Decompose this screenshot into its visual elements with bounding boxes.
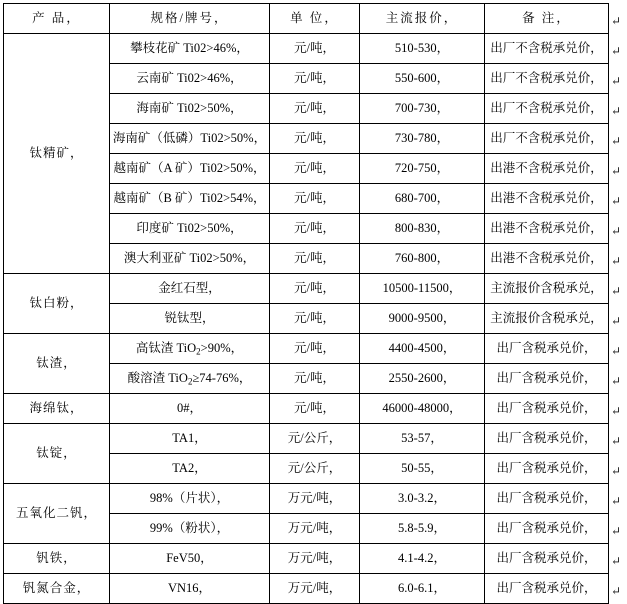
table-row [4, 544, 609, 574]
table-row [4, 484, 609, 514]
unit-cell: 元/吨， [270, 214, 360, 244]
note-cell: 主流报价含税承兑， [485, 274, 609, 304]
paragraph-marks [611, 3, 625, 598]
paragraph-mark: ↵ [611, 43, 622, 58]
price-cell: 760-800， [360, 244, 485, 274]
price-cell: 10500-11500， [360, 274, 485, 304]
unit-cell: 元/吨， [270, 304, 360, 334]
header-cell-2: 单 位， [270, 4, 360, 34]
price-cell: 730-780， [360, 124, 485, 154]
category-cell-7: 钒氮合金， [4, 574, 110, 604]
price-cell: 720-750， [360, 154, 485, 184]
table-row [4, 274, 609, 304]
note-cell: 出港不含税承兑价， [485, 184, 609, 214]
note-cell: 出厂含税承兑价， [485, 514, 609, 544]
note-cell: 出厂含税承兑价， [485, 364, 609, 394]
spec-cell: FeV50， [110, 544, 270, 574]
price-cell: 53-57， [360, 424, 485, 454]
note-cell: 出厂不含税承兑价， [485, 94, 609, 124]
spec-cell: 云南矿 Ti02>46%， [110, 64, 270, 94]
price-cell: 50-55， [360, 454, 485, 484]
unit-cell: 万元/吨， [270, 544, 360, 574]
header-cell-1: 规格/牌号， [110, 4, 270, 34]
note-cell: 出厂不含税承兑价， [485, 34, 609, 64]
table-header-row [4, 4, 609, 34]
price-cell: 4.1-4.2， [360, 544, 485, 574]
price-cell: 6.0-6.1， [360, 574, 485, 604]
table-row [4, 394, 609, 424]
price-cell: 510-530， [360, 34, 485, 64]
note-cell: 出港不含税承兑价， [485, 154, 609, 184]
spec-cell: 0#， [110, 394, 270, 424]
unit-cell: 元/公斤， [270, 454, 360, 484]
table-row [4, 34, 609, 64]
paragraph-mark: ↵ [611, 343, 622, 358]
paragraph-mark: ↵ [611, 13, 622, 28]
category-cell-2: 钛渣， [4, 334, 110, 394]
unit-cell: 元/吨， [270, 184, 360, 214]
spec-cell: 越南矿（B 矿）Ti02>54%， [110, 184, 270, 214]
note-cell: 出厂不含税承兑价， [485, 64, 609, 94]
note-cell: 出厂含税承兑价， [485, 484, 609, 514]
category-cell-3: 海绵钛， [4, 394, 110, 424]
unit-cell: 元/吨， [270, 274, 360, 304]
note-cell: 出厂含税承兑价， [485, 454, 609, 484]
unit-cell: 元/吨， [270, 244, 360, 274]
paragraph-mark: ↵ [611, 133, 622, 148]
table-body [4, 4, 609, 604]
note-cell: 出厂含税承兑价， [485, 574, 609, 604]
spec-cell: 海南矿（低磷）Ti02>50%， [110, 124, 270, 154]
note-cell: 出港不含税承兑价， [485, 244, 609, 274]
paragraph-mark: ↵ [611, 223, 622, 238]
spec-cell: TA2， [110, 454, 270, 484]
paragraph-mark: ↵ [611, 193, 622, 208]
paragraph-mark: ↵ [611, 403, 622, 418]
note-cell: 出厂含税承兑价， [485, 544, 609, 574]
category-cell-5: 五氧化二钒， [4, 484, 110, 544]
paragraph-mark: ↵ [611, 523, 622, 538]
spec-cell: 海南矿 Ti02>50%， [110, 94, 270, 124]
paragraph-mark: ↵ [611, 73, 622, 88]
spec-cell: 金红石型， [110, 274, 270, 304]
spec-cell: 澳大利亚矿 Ti02>50%， [110, 244, 270, 274]
price-cell: 9000-9500， [360, 304, 485, 334]
unit-cell: 万元/吨， [270, 484, 360, 514]
paragraph-mark: ↵ [611, 253, 622, 268]
note-cell: 出厂不含税承兑价， [485, 124, 609, 154]
price-cell: 4400-4500， [360, 334, 485, 364]
paragraph-mark: ↵ [611, 373, 622, 388]
category-cell-6: 钒铁， [4, 544, 110, 574]
note-cell: 出厂含税承兑价， [485, 334, 609, 364]
unit-cell: 元/吨， [270, 34, 360, 64]
paragraph-mark: ↵ [611, 103, 622, 118]
spec-cell: VN16， [110, 574, 270, 604]
unit-cell: 万元/吨， [270, 514, 360, 544]
price-cell: 550-600， [360, 64, 485, 94]
spec-cell: 高钛渣 TiO$_2$>90%， [110, 334, 270, 364]
paragraph-mark: ↵ [611, 493, 622, 508]
category-cell-1: 钛白粉， [4, 274, 110, 334]
paragraph-mark: ↵ [611, 433, 622, 448]
note-cell: 出厂含税承兑价， [485, 424, 609, 454]
spec-cell: 99%（粉状）， [110, 514, 270, 544]
category-cell-0: 钛精矿， [4, 34, 110, 274]
price-cell: 5.8-5.9， [360, 514, 485, 544]
unit-cell: 元/吨， [270, 124, 360, 154]
spec-cell: 酸溶渣 TiO$_2$≥74-76%， [110, 364, 270, 394]
header-cell-3: 主流报价， [360, 4, 485, 34]
spec-cell: 98%（片状）， [110, 484, 270, 514]
paragraph-mark: ↵ [611, 313, 622, 328]
unit-cell: 元/吨， [270, 364, 360, 394]
price-table [3, 3, 609, 604]
paragraph-mark: ↵ [611, 163, 622, 178]
paragraph-mark: ↵ [611, 553, 622, 568]
note-cell: 出港不含税承兑价， [485, 214, 609, 244]
spec-cell: 越南矿（A 矿）Ti02>50%， [110, 154, 270, 184]
unit-cell: 元/吨， [270, 394, 360, 424]
paragraph-mark: ↵ [611, 583, 622, 598]
spec-cell: 锐钛型， [110, 304, 270, 334]
category-cell-4: 钛锭， [4, 424, 110, 484]
price-cell: 2550-2600， [360, 364, 485, 394]
header-cell-0: 产 品， [4, 4, 110, 34]
note-cell: 主流报价含税承兑， [485, 304, 609, 334]
table-row [4, 574, 609, 604]
header-cell-4: 备 注， [485, 4, 609, 34]
spec-cell: 攀枝花矿 Ti02>46%， [110, 34, 270, 64]
price-cell: 3.0-3.2， [360, 484, 485, 514]
table-row [4, 424, 609, 454]
document-page [0, 3, 627, 598]
price-cell: 680-700， [360, 184, 485, 214]
table-row [4, 334, 609, 364]
paragraph-mark: ↵ [611, 463, 622, 478]
unit-cell: 元/公斤， [270, 424, 360, 454]
price-cell: 700-730， [360, 94, 485, 124]
unit-cell: 元/吨， [270, 94, 360, 124]
price-cell: 800-830， [360, 214, 485, 244]
unit-cell: 万元/吨， [270, 574, 360, 604]
note-cell: 出厂含税承兑价， [485, 394, 609, 424]
price-cell: 46000-48000， [360, 394, 485, 424]
spec-cell: 印度矿 Ti02>50%， [110, 214, 270, 244]
unit-cell: 元/吨， [270, 154, 360, 184]
unit-cell: 元/吨， [270, 334, 360, 364]
unit-cell: 元/吨， [270, 64, 360, 94]
spec-cell: TA1， [110, 424, 270, 454]
paragraph-mark: ↵ [611, 283, 622, 298]
